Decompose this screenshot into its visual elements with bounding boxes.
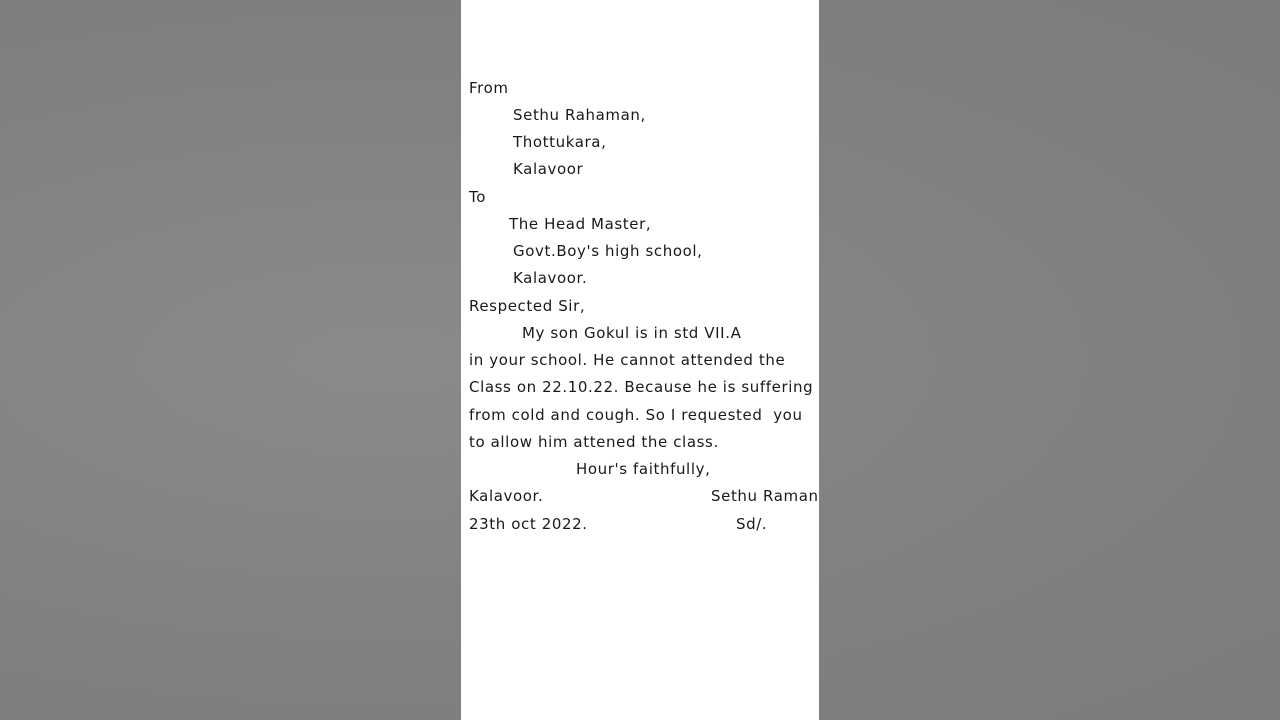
body-line: to allow him attened the class. — [469, 433, 719, 451]
signer-name: Sethu Raman — [711, 487, 819, 505]
body-line: in your school. He cannot attended the — [469, 351, 786, 369]
recipient-address-line-2: Kalavoor. — [513, 269, 588, 287]
salutation: Respected Sir, — [469, 297, 586, 315]
body-line: My son Gokul is in std VII.A — [522, 324, 742, 342]
place: Kalavoor. — [469, 487, 544, 505]
recipient-name: The Head Master, — [509, 215, 652, 233]
sender-address-line-1: Thottukara, — [513, 133, 607, 151]
letter-page — [461, 0, 819, 720]
recipient-address-line-1: Govt.Boy's high school, — [513, 242, 703, 260]
to-label: To — [469, 188, 486, 206]
closing: Hour's faithfully, — [576, 460, 711, 478]
sender-name: Sethu Rahaman, — [513, 106, 646, 124]
from-label: From — [469, 79, 509, 97]
sender-address-line-2: Kalavoor — [513, 160, 584, 178]
signature: Sd/. — [736, 515, 768, 533]
body-line: Class on 22.10.22. Because he is suffering — [469, 378, 814, 396]
date: 23th oct 2022. — [469, 515, 588, 533]
body-line: from cold and cough. So I requested you — [469, 406, 803, 424]
